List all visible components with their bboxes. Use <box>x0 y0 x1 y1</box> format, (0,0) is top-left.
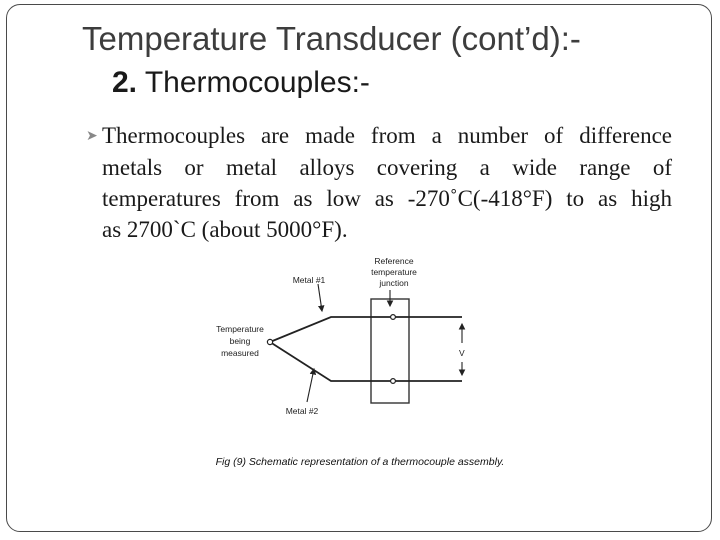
metal-1-wire <box>270 317 462 342</box>
label-metal-1: Metal #1 <box>292 275 326 285</box>
bullet-marker-icon: ➤ <box>86 129 98 144</box>
figure-caption: Fig (9) Schematic representation of a thermocouple assembly. <box>215 456 505 468</box>
label-measured-line-1: Temperature <box>216 324 264 334</box>
reference-junction-top <box>391 315 396 320</box>
subtitle-text: Thermocouples:- <box>144 66 370 99</box>
slide-title: Temperature Transducer (cont’d):- <box>82 20 581 57</box>
label-measured-line-2: being <box>229 336 251 346</box>
metal-1-leader-arrow <box>318 284 322 311</box>
label-reference-line-1: Reference <box>374 256 414 266</box>
bullet-line-text: Thermocouples are made from a number of difference <box>102 123 672 148</box>
label-voltage: V <box>459 348 465 358</box>
bullet-line-3: temperatures from as low as -270˚C(-418°F) to as high <box>102 186 672 211</box>
reference-junction-box <box>371 299 409 403</box>
bullet-line-4: as 2700`C (about 5000°F). <box>102 217 348 242</box>
label-reference-line-2: temperature <box>371 267 417 277</box>
subtitle-number: 2. <box>112 66 138 99</box>
label-reference-line-3: junction <box>379 278 409 288</box>
label-metal-2: Metal #2 <box>285 406 319 416</box>
reference-junction-bottom <box>391 379 396 384</box>
measuring-junction <box>267 339 272 344</box>
metal-2-wire <box>270 342 462 381</box>
bullet-line-2: metals or metal alloys covering a wide range of <box>102 155 672 180</box>
metal-2-leader-arrow <box>307 369 314 402</box>
label-measured-line-3: measured <box>221 348 259 358</box>
